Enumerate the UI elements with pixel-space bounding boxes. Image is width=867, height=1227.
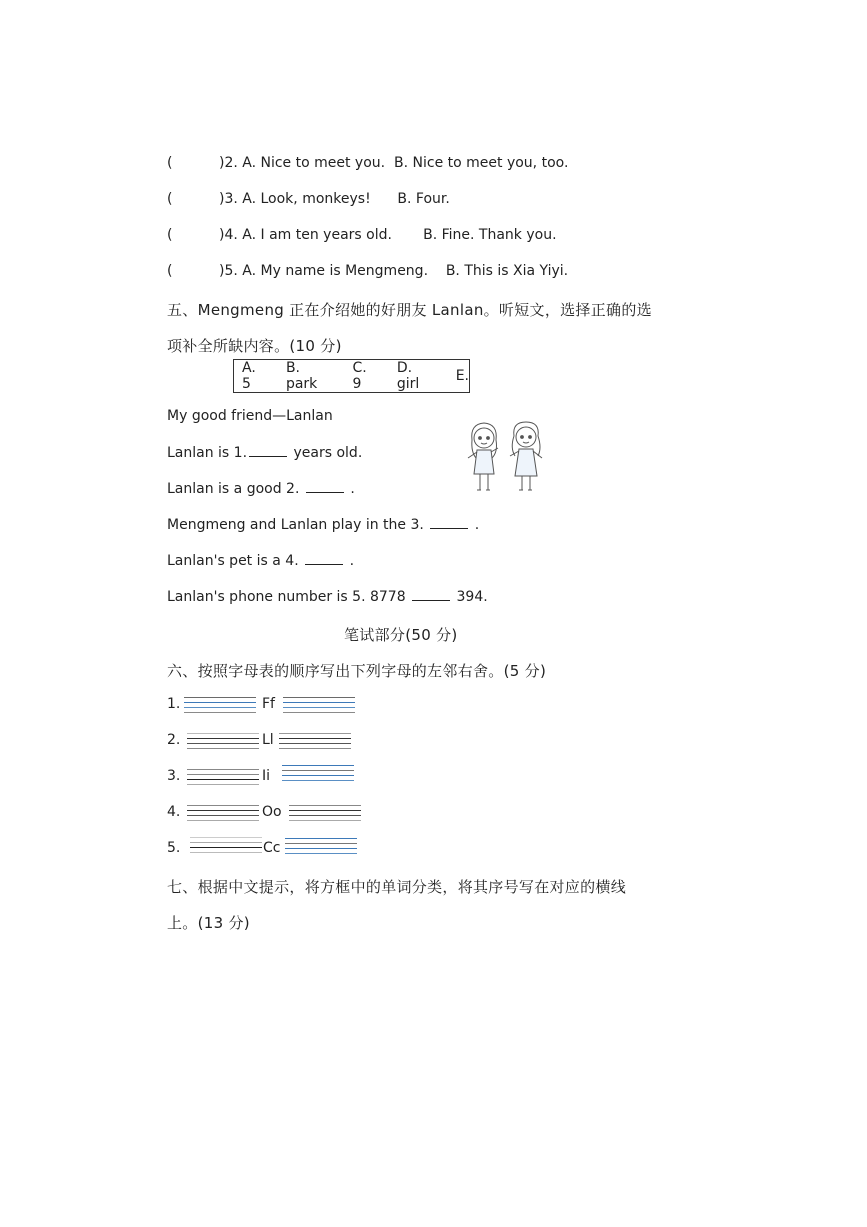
letter: Oo xyxy=(262,804,282,820)
option-b: B. Four. xyxy=(397,191,450,207)
answer-paren[interactable]: ( xyxy=(167,155,173,171)
passage-sentence-2: Lanlan is a good 2. . xyxy=(167,481,355,497)
writing-lines-right[interactable] xyxy=(285,838,357,856)
option-item: C. 9 xyxy=(352,360,367,392)
passage-sentence-1: Lanlan is 1. years old. xyxy=(167,445,363,461)
option-item: D. girl xyxy=(396,360,420,392)
section7-title-line2: 上。(13 分) xyxy=(167,914,250,932)
options-box xyxy=(233,359,470,393)
answer-paren[interactable]: ( xyxy=(167,263,173,279)
letter: Cc xyxy=(263,840,281,856)
answer-paren[interactable]: ( xyxy=(167,191,173,207)
two-girls-illustration xyxy=(462,418,548,502)
option-item: E. xyxy=(455,368,469,384)
item-number: 4. xyxy=(167,804,181,820)
option-item: A. 5 xyxy=(242,360,256,392)
option-b: B. Nice to meet you, too. xyxy=(394,155,569,171)
passage-sentence-5: Lanlan's phone number is 5. 8778 394. xyxy=(167,589,488,605)
writing-lines-right[interactable] xyxy=(282,765,354,783)
question-4 xyxy=(167,227,557,243)
item-number: 3. xyxy=(167,768,181,784)
section7-title-line1: 七、根据中文提示，将方框中的单词分类，将其序号写在对应的横线 xyxy=(167,878,627,896)
writing-lines-right[interactable] xyxy=(283,697,355,715)
letter: Ll xyxy=(262,732,274,748)
question-5 xyxy=(167,263,568,279)
option-b: B. This is Xia Yiyi. xyxy=(445,263,569,279)
question-2 xyxy=(167,155,568,171)
option-a: )3. A. Look, monkeys! xyxy=(219,191,371,207)
letter: Ii xyxy=(262,768,271,784)
fill-blank-5[interactable] xyxy=(412,588,450,601)
answer-paren[interactable]: ( xyxy=(167,227,173,243)
fill-blank-1[interactable] xyxy=(249,444,287,457)
passage-sentence-4: Lanlan's pet is a 4. . xyxy=(167,553,355,569)
fill-blank-4[interactable] xyxy=(305,552,343,565)
writing-lines-left[interactable] xyxy=(187,769,259,787)
passage-sentence-3: Mengmeng and Lanlan play in the 3. . xyxy=(167,517,480,533)
writing-lines-left[interactable] xyxy=(187,733,259,751)
writing-lines-right[interactable] xyxy=(289,805,361,823)
section5-title-line1: 五、Mengmeng 正在介绍她的好朋友 Lanlan。听短文，选择正确的选 xyxy=(167,301,652,319)
writing-lines-left[interactable] xyxy=(190,837,262,855)
option-a: )2. A. Nice to meet you. xyxy=(219,155,386,171)
writing-lines-right[interactable] xyxy=(279,733,351,751)
fill-blank-3[interactable] xyxy=(430,516,468,529)
writing-lines-left[interactable] xyxy=(184,697,256,715)
passage-heading: My good friend—Lanlan xyxy=(167,408,333,424)
option-a: )4. A. I am ten years old. xyxy=(219,227,392,243)
written-part-title: 笔试部分(50 分) xyxy=(344,626,458,644)
section6-title: 六、按照字母表的顺序写出下列字母的左邻右舍。(5 分) xyxy=(167,662,547,680)
question-3 xyxy=(167,191,450,207)
option-b: B. Fine. Thank you. xyxy=(423,227,557,243)
section5-title-line2: 项补全所缺内容。(10 分) xyxy=(167,337,342,355)
option-item: B. park xyxy=(285,360,318,392)
item-number: 2. xyxy=(167,732,181,748)
writing-lines-left[interactable] xyxy=(187,805,259,823)
fill-blank-2[interactable] xyxy=(306,480,344,493)
letter: Ff xyxy=(262,696,275,712)
item-number: 1. xyxy=(167,696,181,712)
option-a: )5. A. My name is Mengmeng. xyxy=(219,263,429,279)
item-number: 5. xyxy=(167,840,181,856)
